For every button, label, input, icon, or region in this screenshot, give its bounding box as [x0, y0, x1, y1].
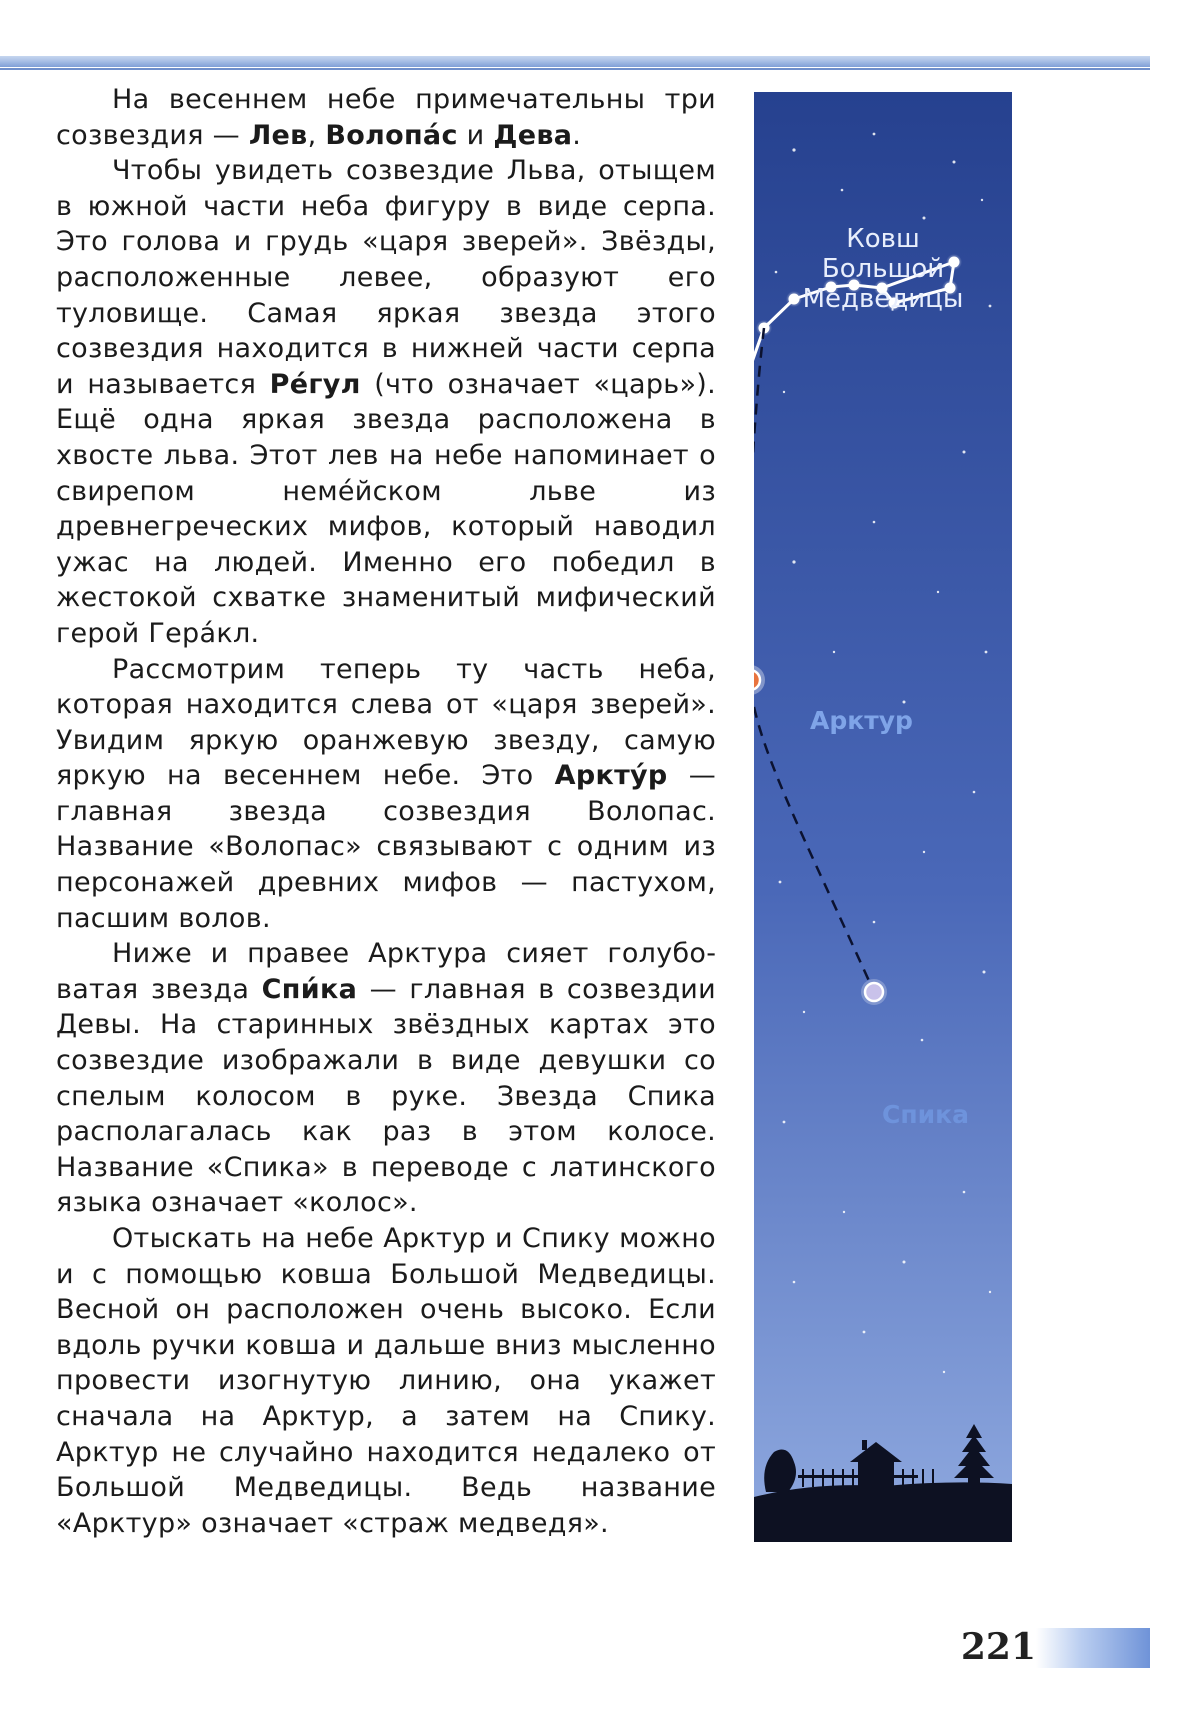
text-run: — главная в созвездии Девы. На старинных звёздных картах это созвездие изображали в виде девушки со спелым колосом в руке. Звезда Спика располагалась как раз в этом колосе. Название «Спика» в переводе с латинского языка означает «колос». — [56, 973, 716, 1219]
star-map-figure — [754, 92, 1012, 1542]
page-number: 221 — [960, 1626, 1036, 1668]
text-run: — главная звезда созвездия Волопас. Название «Волопас» связывают с одним из персонажей древних мифов — пастухом, пасшим волов. — [56, 760, 716, 934]
paragraph — [56, 1221, 716, 1541]
paragraph — [56, 82, 716, 153]
text-run: Отыскать на небе Арктур и Спику можно и с помощью ковша Большой Медведицы. Весной он расположен очень высоко. Если вдоль ручки ковша и дальше вниз мысленно провести изогнутую линию, она укажет сначала на Арктур, а затем на Спику. Арктур не случайно находится недалеко от Большой Медведицы. Ведь название «Арктур» означает «страж медведя». — [56, 1223, 716, 1539]
text-run: На весеннем небе примечательны три созвездия — — [56, 84, 716, 151]
paragraph — [56, 936, 716, 1221]
bold-term: Лев — [248, 119, 308, 151]
page-number-band — [1036, 1628, 1150, 1668]
spica-star — [861, 979, 887, 1005]
body-text — [56, 82, 716, 1541]
bold-term: Дева — [493, 119, 573, 151]
bold-term: Аркту́р — [554, 760, 668, 792]
spica-label: Спика — [882, 1100, 969, 1129]
bold-term: Спи́ка — [261, 973, 358, 1005]
paragraph — [56, 652, 716, 937]
text-run: и — [457, 119, 494, 151]
text-run: Ниже и правее Арктура сияет голубоватая звезда — [56, 938, 716, 1005]
header-rule-line — [0, 68, 1150, 70]
bold-term: Волопа́с — [325, 119, 458, 151]
text-run: Чтобы увидеть созвездие Льва, отыщем в южной части неба фигуру в виде серпа. Это голова и грудь «царя зверей». Звёзды, расположенные левее, образуют его туловище. Самая яркая звезда этого созвездия находится в нижней части серпа и называется — [56, 155, 716, 400]
text-run: , — [307, 119, 326, 151]
text-run: Рассмотрим теперь ту часть неба, которая находится слева от «царя зверей». Увидим яркую оранжевую звезду, самую яркую на весеннем небе. Это — [56, 653, 716, 792]
big-dipper-label: Ковш Большой Медведицы — [802, 224, 964, 314]
header-rule — [0, 56, 1150, 67]
paragraph — [56, 153, 716, 651]
bold-term: Ре́гул — [269, 368, 361, 400]
arcturus-label: Арктур — [810, 706, 913, 735]
text-run: (что означает «царь»). Ещё одна яркая звезда расположена в хвосте льва. Этот лев на небе напоминает о свирепом неме́йском льве из древнегреческих мифов, который наводил ужас на людей. Именно его победил в жестокой схватке знаменитый мифический герой Гера́кл. — [56, 368, 717, 649]
text-run: . — [572, 119, 582, 151]
